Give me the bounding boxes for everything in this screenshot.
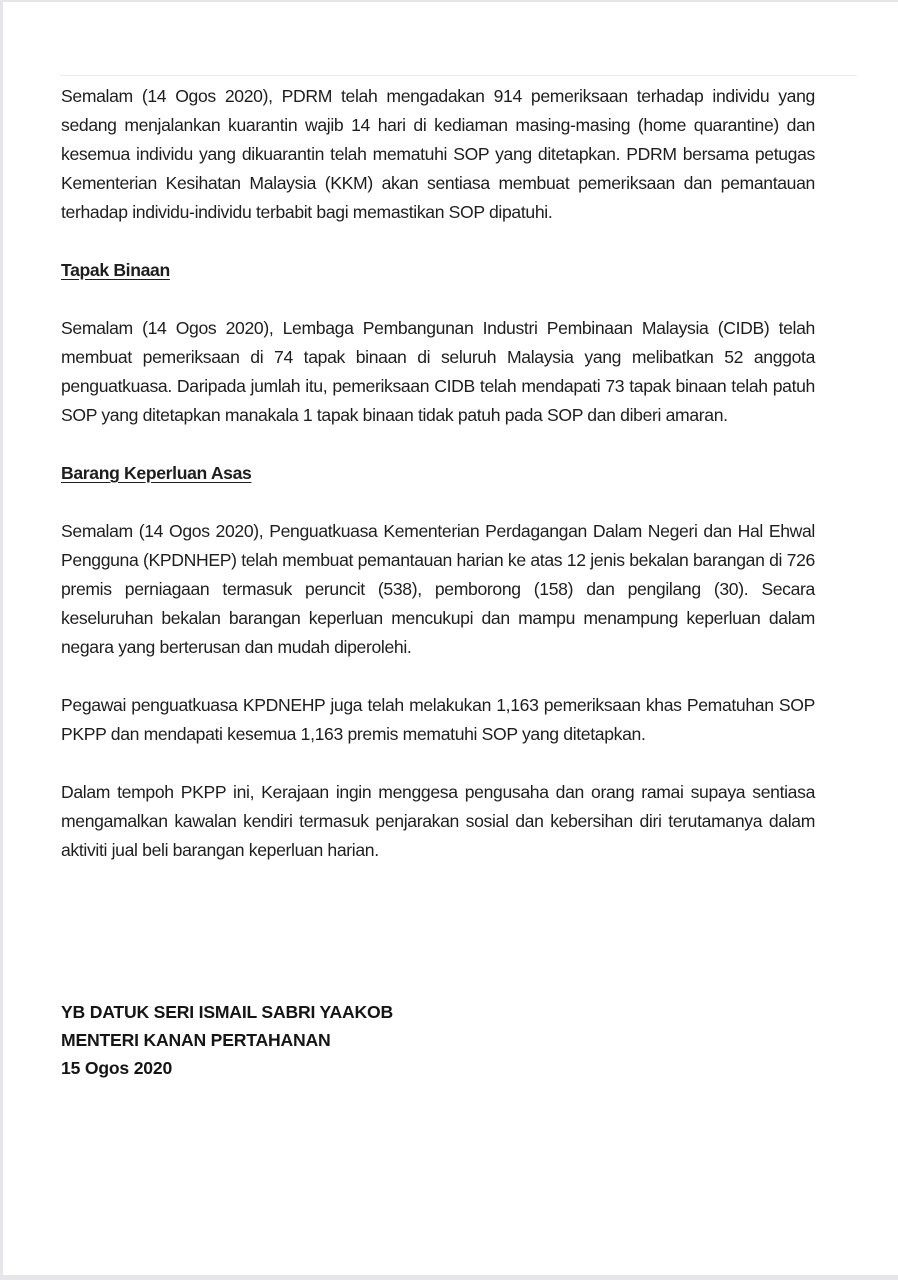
signatory-title: MENTERI KANAN PERTAHANAN (61, 1030, 331, 1050)
paragraph-pkpp-appeal: Dalam tempoh PKPP ini, Kerajaan ingin menggesa pengusaha dan orang ramai supaya sentiasa mengamalkan kawalan kendiri termasuk penjarakan sosial dan kebersihan diri terutamanya dalam aktiviti jual beli barangan keperluan harian. (61, 782, 815, 860)
top-divider (60, 75, 857, 76)
paragraph-cidb: Semalam (14 Ogos 2020), Lembaga Pembangunan Industri Pembinaan Malaysia (CIDB) telah membuat pemeriksaan di 74 tapak binaan di seluruh Malaysia yang melibatkan 52 anggota penguatkuasa. Daripada jumlah itu, pemeriksaan CIDB telah mendapati 73 tapak binaan telah patuh SOP yang ditetapkan manakala 1 tapak binaan tidak patuh pada SOP dan diberi amaran. (61, 318, 815, 425)
document-body (61, 82, 815, 865)
document-page (3, 2, 898, 1275)
signature-date: 15 Ogos 2020 (61, 1058, 173, 1078)
section-heading-tapak-binaan: Tapak Binaan (61, 260, 170, 280)
signatory-name: YB DATUK SERI ISMAIL SABRI YAAKOB (61, 1002, 393, 1022)
section-heading-barang-keperluan-asas: Barang Keperluan Asas (61, 463, 252, 483)
paragraph-pdrm: Semalam (14 Ogos 2020), PDRM telah mengadakan 914 pemeriksaan terhadap individu yang sedang menjalankan kuarantin wajib 14 hari di kediaman masing-masing (home quarantine) dan kesemua individu yang dikuarantin telah mematuhi SOP yang ditetapkan. PDRM bersama petugas Kementerian Kesihatan Malaysia (KKM) akan sentiasa membuat pemeriksaan dan pemantauan terhadap individu-individu terbabit bagi memastikan SOP dipatuhi. (61, 86, 815, 222)
signature-block (61, 998, 393, 1082)
paragraph-pemeriksaan-khas: Pegawai penguatkuasa KPDNEHP juga telah melakukan 1,163 pemeriksaan khas Pematuhan SOP PKPP dan mendapati kesemua 1,163 premis mematuhi SOP yang ditetapkan. (61, 695, 815, 744)
paragraph-kpdnhep: Semalam (14 Ogos 2020), Penguatkuasa Kementerian Perdagangan Dalam Negeri dan Hal Ehwal Pengguna (KPDNHEP) telah membuat pemantauan harian ke atas 12 jenis bekalan barangan di 726 premis perniagaan termasuk peruncit (538), pemborong (158) dan pengilang (30). Secara keseluruhan bekalan barangan keperluan mencukupi dan mampu menampung keperluan dalam negara yang berterusan dan mudah diperolehi. (61, 521, 815, 657)
